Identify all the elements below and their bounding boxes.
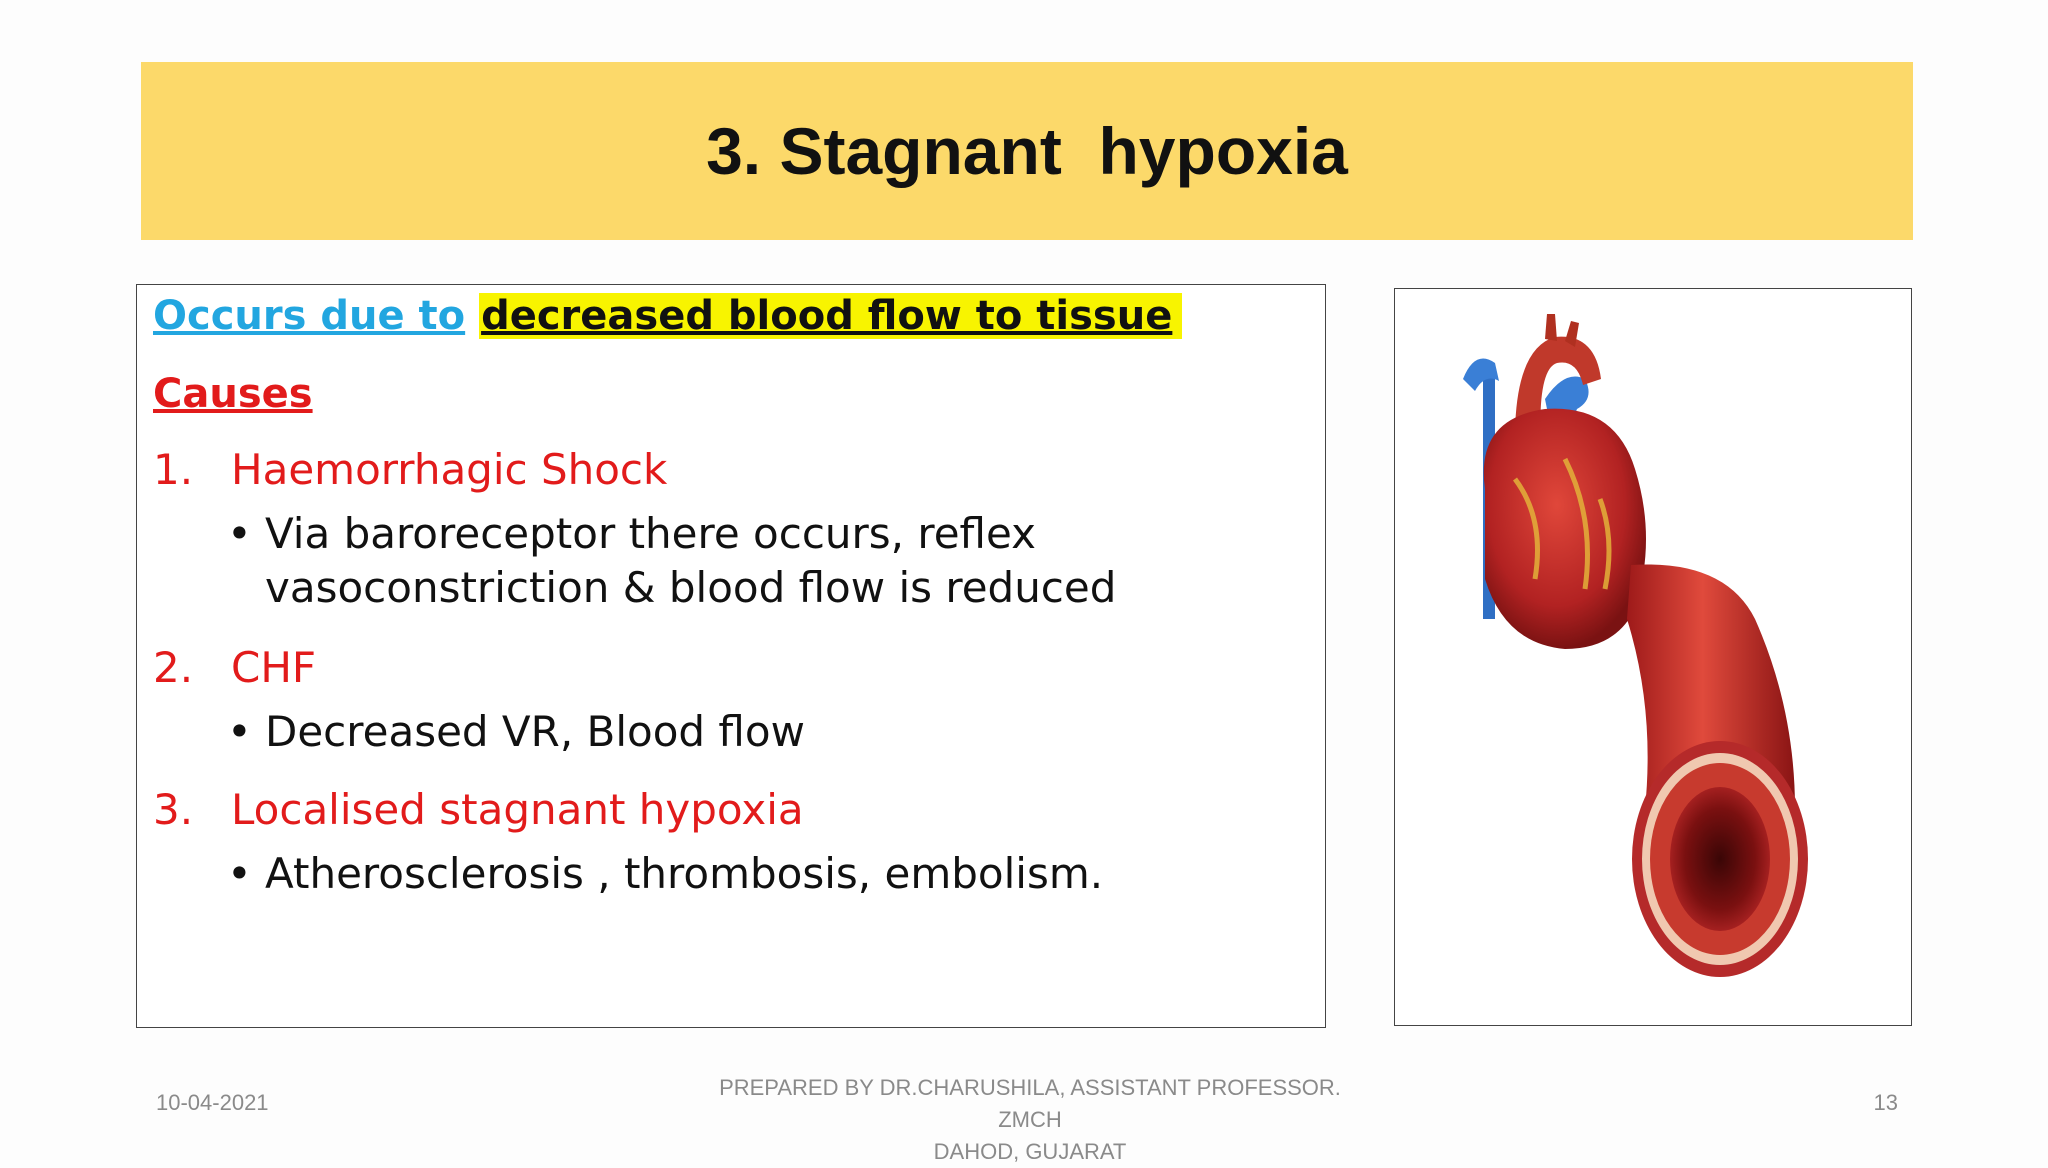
content-box xyxy=(136,284,1326,1028)
footer-credit-line-1: PREPARED BY DR.CHARUSHILA, ASSISTANT PROFESSOR. ZMCH xyxy=(719,1075,1341,1132)
cause-item-1 xyxy=(153,445,667,494)
bullet-line xyxy=(227,509,1036,558)
cause-number: 1. xyxy=(153,445,194,494)
bullet-text: Decreased VR, Blood flow xyxy=(265,707,805,756)
bullet-icon: • xyxy=(227,849,252,898)
footer-credit-line-2: DAHOD, GUJARAT xyxy=(933,1139,1127,1164)
page-number: 13 xyxy=(1873,1090,1898,1115)
intro-prefix: Occurs due to xyxy=(153,293,466,339)
title-banner xyxy=(141,62,1913,240)
bullet-text: Atherosclerosis , thrombosis, embolism. xyxy=(265,849,1104,898)
cause-item-2 xyxy=(153,643,316,692)
bullet-icon: • xyxy=(227,707,252,756)
bullet-line xyxy=(227,849,1103,898)
cause-number: 2. xyxy=(153,643,194,692)
heart-artery-image xyxy=(1395,289,1912,1026)
bullet-continuation: vasoconstriction & blood flow is reduced xyxy=(265,563,1117,612)
bullet-icon: • xyxy=(227,509,252,558)
cause-label: Haemorrhagic Shock xyxy=(231,445,668,494)
cause-label: Localised stagnant hypoxia xyxy=(231,785,804,834)
bullet-line xyxy=(227,707,805,756)
intro-highlight: decreased blood flow to tissue xyxy=(479,293,1182,339)
footer-credit xyxy=(690,1072,1370,1168)
causes-heading: Causes xyxy=(153,371,313,417)
cause-number: 3. xyxy=(153,785,194,834)
heart-artery-illustration xyxy=(1394,288,1912,1026)
bullet-text: Via baroreceptor there occurs, reflex xyxy=(265,509,1036,558)
cause-label: CHF xyxy=(231,643,317,692)
cause-item-3 xyxy=(153,785,804,834)
footer-date: 10-04-2021 xyxy=(156,1090,269,1115)
slide-title: 3. Stagnant hypoxia xyxy=(706,114,1348,188)
intro-line xyxy=(153,293,1182,339)
